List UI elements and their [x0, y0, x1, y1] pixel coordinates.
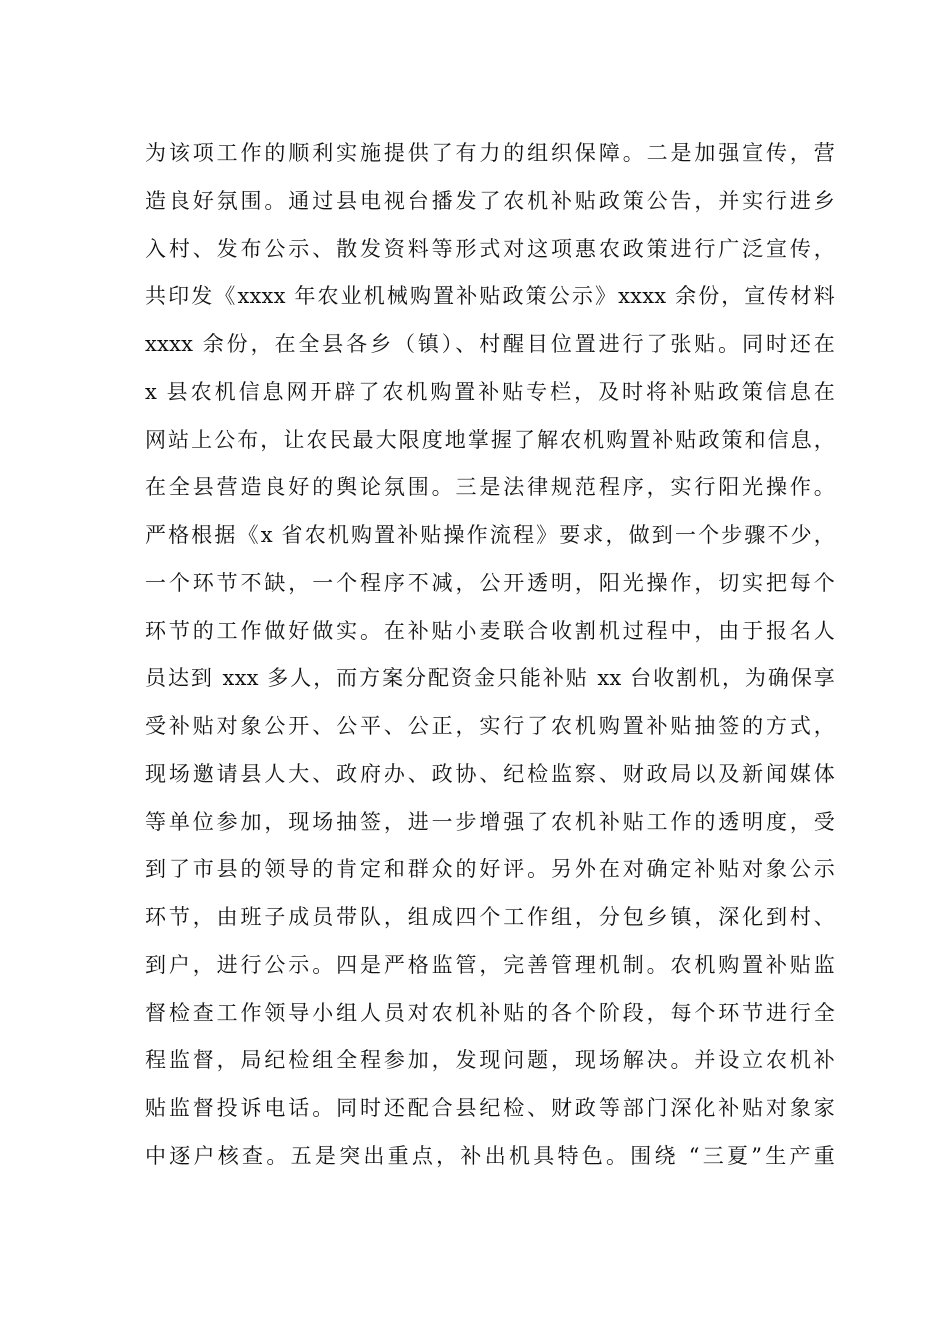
text-line: xxxx 余份，在全县各乡（镇）、村醒目位置进行了张贴。同时还在 — [145, 332, 835, 356]
text-line: 到了市县的领导的肯定和群众的好评。另外在对确定补贴对象公示 — [145, 857, 835, 882]
body-text — [145, 130, 835, 1181]
text-line: 在全县营造良好的舆论氛围。三是法律规范程序，实行阳光操作。 — [145, 475, 835, 500]
text-line: x 县农机信息网开辟了农机购置补贴专栏，及时将补贴政策信息在 — [145, 379, 835, 404]
text-line: 一个环节不缺，一个程序不减，公开透明，阳光操作，切实把每个 — [145, 570, 835, 595]
text-line: 程监督，局纪检组全程参加，发现问题，现场解决。并设立农机补 — [145, 1048, 835, 1073]
text-line: 环节，由班子成员带队，组成四个工作组，分包乡镇，深化到村、 — [145, 905, 835, 929]
text-line: 现场邀请县人大、政府办、政协、纪检监察、财政局以及新闻媒体 — [145, 761, 835, 786]
text-line: 等单位参加，现场抽签，进一步增强了农机补贴工作的透明度，受 — [145, 809, 835, 834]
text-line: 员达到 xxx 多人，而方案分配资金只能补贴 xx 台收割机，为确保享 — [145, 666, 835, 691]
text-line: 严格根据《x 省农机购置补贴操作流程》要求，做到一个步骤不少， — [145, 523, 835, 547]
text-line: 网站上公布，让农民最大限度地掌握了解农机购置补贴政策和信息， — [145, 427, 835, 452]
text-line: 共印发《xxxx 年农业机械购置补贴政策公示》xxxx 余份，宣传材料 — [145, 284, 835, 309]
text-line: 中逐户核查。五是突出重点，补出机具特色。围绕 “三夏”生产重 — [145, 1143, 835, 1168]
text-line: 到户，进行公示。四是严格监管，完善管理机制。农机购置补贴监 — [145, 952, 835, 977]
text-line: 入村、发布公示、散发资料等形式对这项惠农政策进行广泛宣传， — [145, 236, 835, 261]
text-line: 受补贴对象公开、公平、公正，实行了农机购置补贴抽签的方式， — [145, 714, 835, 738]
text-line: 督检查工作领导小组人员对农机补贴的各个阶段，每个环节进行全 — [145, 1000, 835, 1025]
text-line: 为该项工作的顺利实施提供了有力的组织保障。二是加强宣传，营 — [145, 141, 835, 165]
text-line: 造良好氛围。通过县电视台播发了农机补贴政策公告，并实行进乡 — [145, 188, 835, 213]
text-line: 贴监督投诉电话。同时还配合县纪检、财政等部门深化补贴对象家 — [145, 1096, 835, 1120]
text-line: 环节的工作做好做实。在补贴小麦联合收割机过程中，由于报名人 — [145, 618, 835, 643]
